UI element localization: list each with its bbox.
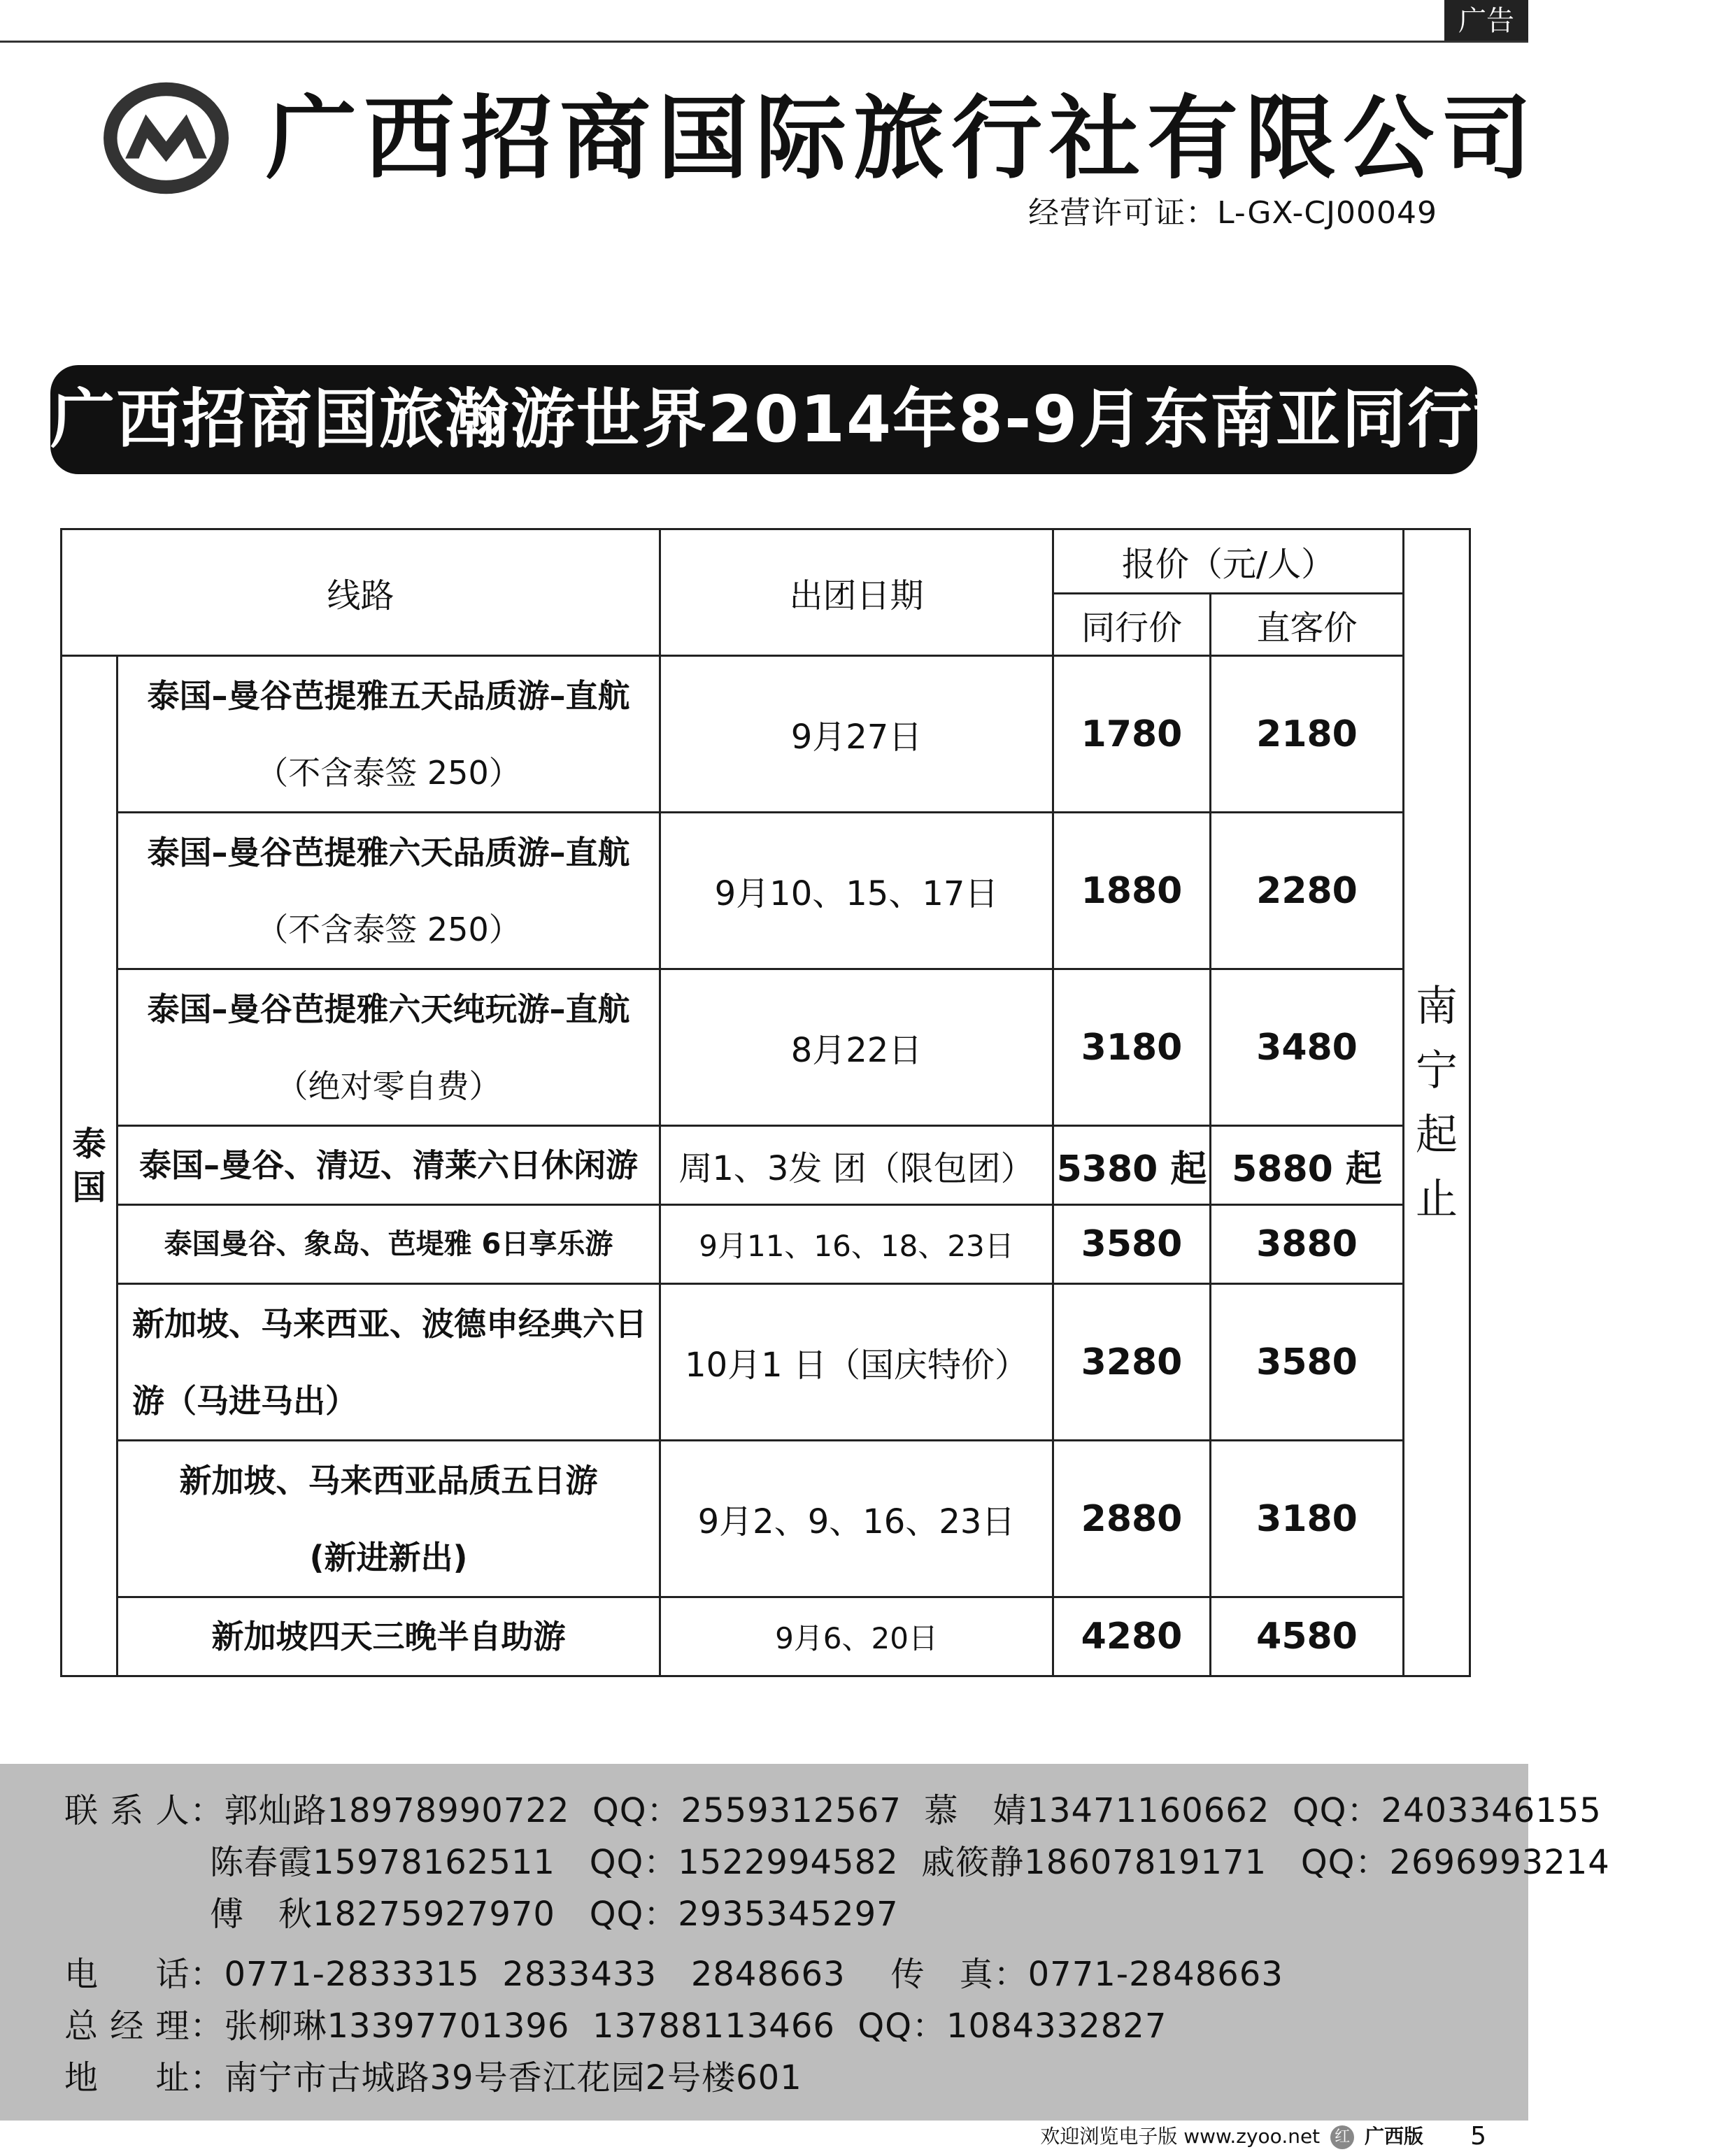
header-price: 报价（元/人） bbox=[1053, 529, 1404, 594]
banner-title: 广西招商国旅瀚游世界2014年8-9月东南亚同行散拼计划 bbox=[50, 365, 1477, 474]
company-logo bbox=[98, 77, 234, 199]
direct-price-cell: 3180 bbox=[1211, 1441, 1404, 1597]
direct-price-cell: 3880 bbox=[1211, 1205, 1404, 1284]
address-line: 地 址：南宁市古城路39号香江花园2号楼601 bbox=[64, 2058, 802, 2097]
contact-panel bbox=[0, 1764, 1610, 2121]
side-note bbox=[1404, 529, 1470, 1676]
route-name: 新加坡四天三晚半自助游 bbox=[211, 1618, 566, 1655]
route-name: 泰国–曼谷芭提雅六天品质游–直航 bbox=[147, 833, 630, 871]
date-cell: 周1、3发 团（限包团） bbox=[660, 1126, 1053, 1205]
direct-price-cell: 4580 bbox=[1211, 1597, 1404, 1676]
peer-price-cell: 1780 bbox=[1053, 656, 1211, 813]
route-cell bbox=[118, 813, 660, 969]
route-name: 泰国–曼谷、清迈、清莱六日休闲游 bbox=[139, 1146, 638, 1184]
ad-tag: 广告 bbox=[1444, 0, 1528, 42]
group-label bbox=[62, 656, 118, 1676]
side-note-text: 南宁起止 bbox=[1416, 981, 1458, 1224]
footer-edition: 广西版 bbox=[1364, 2125, 1423, 2148]
route-name: 新加坡、马来西亚品质五日游 bbox=[179, 1461, 598, 1499]
company-name: 广西招商国际旅行社有限公司 bbox=[266, 85, 1539, 192]
route-cell bbox=[118, 969, 660, 1126]
direct-price-cell: 2280 bbox=[1211, 813, 1404, 969]
footer bbox=[0, 2121, 1528, 2152]
schedule-table bbox=[60, 528, 1471, 1677]
header-direct-price: 直客价 bbox=[1211, 594, 1404, 656]
table-row bbox=[62, 1284, 1470, 1441]
route-cell bbox=[118, 1126, 660, 1205]
header-date: 出团日期 bbox=[660, 529, 1053, 656]
route-cell bbox=[118, 1205, 660, 1284]
direct-price-cell: 3580 bbox=[1211, 1284, 1404, 1441]
route-cell bbox=[118, 656, 660, 813]
route-name: 新加坡、马来西亚、波德申经典六日 bbox=[132, 1304, 647, 1343]
circle-badge-icon: 红 bbox=[1330, 2125, 1354, 2149]
peer-price-cell: 3580 bbox=[1053, 1205, 1211, 1284]
peer-price-cell: 5380 起 bbox=[1053, 1126, 1211, 1205]
route-name: 泰国–曼谷芭提雅六天纯玩游–直航 bbox=[147, 990, 630, 1028]
header-route: 线路 bbox=[62, 529, 660, 656]
route-name: 泰国曼谷、象岛、芭堤雅 6日享乐游 bbox=[164, 1228, 613, 1260]
peer-price-cell: 4280 bbox=[1053, 1597, 1211, 1676]
manager-line: 总 经 理：张柳琳13397701396 13788113466 QQ：1084332827 bbox=[64, 2007, 1167, 2046]
peer-price-cell: 1880 bbox=[1053, 813, 1211, 969]
footer-text-group bbox=[1040, 2121, 1423, 2152]
direct-price-cell: 3480 bbox=[1211, 969, 1404, 1126]
direct-price-cell: 5880 起 bbox=[1211, 1126, 1404, 1205]
top-divider bbox=[0, 41, 1528, 43]
date-cell: 9月11、16、18、23日 bbox=[660, 1205, 1053, 1284]
route-cell bbox=[118, 1441, 660, 1597]
date-cell: 9月27日 bbox=[660, 656, 1053, 813]
table-row bbox=[62, 656, 1470, 813]
page-number: 5 bbox=[1470, 2122, 1486, 2151]
footer-website[interactable]: 欢迎浏览电子版 www.zyoo.net bbox=[1040, 2125, 1321, 2148]
contact-line: 联 系 人：郭灿路18978990722 QQ：2559312567 慕 婧13471160662 QQ：2403346155 bbox=[64, 1791, 1602, 1830]
route-cell bbox=[118, 1597, 660, 1676]
date-cell: 10月1 日（国庆特价） bbox=[660, 1284, 1053, 1441]
route-cell bbox=[118, 1284, 660, 1441]
date-cell: 9月10、15、17日 bbox=[660, 813, 1053, 969]
peer-price-cell: 2880 bbox=[1053, 1441, 1211, 1597]
table-row bbox=[62, 1441, 1470, 1597]
contact-line: 傅 秋18275927970 QQ：2935345297 bbox=[210, 1895, 899, 1934]
route-note: （绝对零自费） bbox=[276, 1067, 501, 1105]
peer-price-cell: 3280 bbox=[1053, 1284, 1211, 1441]
license-number: 经营许可证：L-GX-CJ00049 bbox=[1028, 195, 1437, 231]
header-peer-price: 同行价 bbox=[1053, 594, 1211, 656]
table-row bbox=[62, 813, 1470, 969]
date-cell: 9月6、20日 bbox=[660, 1597, 1053, 1676]
date-cell: 8月22日 bbox=[660, 969, 1053, 1126]
table-row bbox=[62, 1597, 1470, 1676]
peer-price-cell: 3180 bbox=[1053, 969, 1211, 1126]
group-label-text: 泰国 bbox=[72, 1125, 106, 1207]
route-note: （不含泰签 250） bbox=[256, 753, 521, 792]
route-note: 游（马进马出） bbox=[132, 1381, 357, 1420]
table-row bbox=[62, 1205, 1470, 1284]
direct-price-cell: 2180 bbox=[1211, 656, 1404, 813]
route-note: (新进新出) bbox=[309, 1538, 468, 1576]
phone-line: 电 话：0771-2833315 2833433 2848663 传 真：0771-2848663 bbox=[64, 1955, 1283, 1994]
route-note: （不含泰签 250） bbox=[256, 910, 521, 948]
table-row bbox=[62, 1126, 1470, 1205]
date-cell: 9月2、9、16、23日 bbox=[660, 1441, 1053, 1597]
route-name: 泰国–曼谷芭提雅五天品质游–直航 bbox=[147, 676, 630, 715]
contact-line: 陈春霞15978162511 QQ：1522994582 戚筱静18607819171 QQ：2696993214 bbox=[210, 1843, 1610, 1882]
table-row bbox=[62, 969, 1470, 1126]
